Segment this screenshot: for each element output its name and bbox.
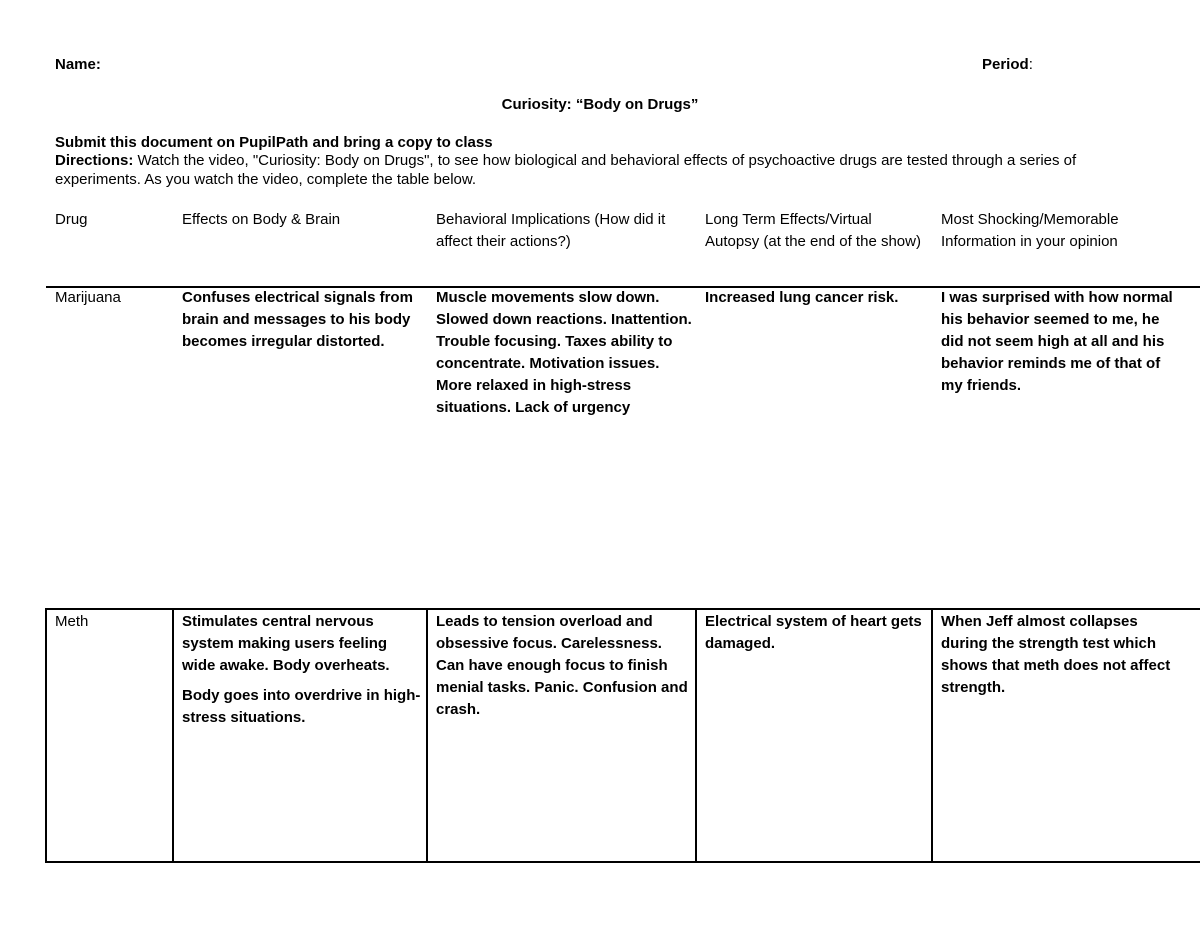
name-label: Name: [55,56,101,73]
column-divider [426,608,428,861]
period-label-text: Period [982,56,1029,73]
document-title: Curiosity: “Body on Drugs” [501,96,699,113]
period-label [982,54,1033,76]
column-header-shocking: Most Shocking/Memorable Information in your opinion [941,211,1119,250]
column-divider [931,608,933,861]
row-marijuana-shocking: I was surprised with how normal his behavior seemed to me, he did not seem high at all and his behavior reminds me of that of my friends. [941,289,1173,394]
paragraph-gap [182,677,422,685]
row-meth-effects [182,611,422,729]
row-meth-long-term: Electrical system of heart gets damaged. [705,613,922,652]
row-marijuana-long-term: Increased lung cancer risk. [705,289,899,306]
column-header-effects: Effects on Body & Brain [182,211,341,228]
row-marijuana-effects: Confuses electrical signals from brain and messages to his body becomes irregular distorted. [182,289,413,350]
submit-instruction: Submit this document on PupilPath and bring a copy to class [55,134,493,151]
row-meth-behavior: Leads to tension overload and obsessive focus. Carelessness. Can have enough focus to finish menial tasks. Panic. Confusion and crash. [436,613,688,718]
column-header-drug: Drug [55,211,88,228]
column-header-long-term: Long Term Effects/Virtual Autopsy (at the end of the show) [705,211,921,250]
column-divider [695,608,697,861]
row-meth-drug: Meth [55,613,89,630]
row-meth-effects-p1: Stimulates central nervous system making users feeling wide awake. Body overheats. [182,613,390,674]
column-header-behavior: Behavioral Implications (How did it affect their actions?) [436,211,666,250]
row-marijuana-drug: Marijuana [55,289,121,306]
row-meth-shocking: When Jeff almost collapses during the strength test which shows that meth does not affect strength. [941,613,1171,696]
directions-label: Directions: [55,152,134,169]
column-divider [172,608,174,861]
row-marijuana-behavior: Muscle movements slow down. Slowed down reactions. Inattention. Trouble focusing. Taxes ability to concentrate. Motivation issues. More relaxed in high-stress situations. Lack of urgency [436,289,692,416]
row-meth-effects-p2: Body goes into overdrive in high-stress situations. [182,687,421,726]
period-colon: : [1028,56,1033,73]
directions-text: Watch the video, "Curiosity: Body on Drugs", to see how biological and behavioral effects of psychoactive drugs are tested through a series of experiments. As you watch the video, complete the table below. [55,152,1077,188]
directions [55,151,1155,189]
